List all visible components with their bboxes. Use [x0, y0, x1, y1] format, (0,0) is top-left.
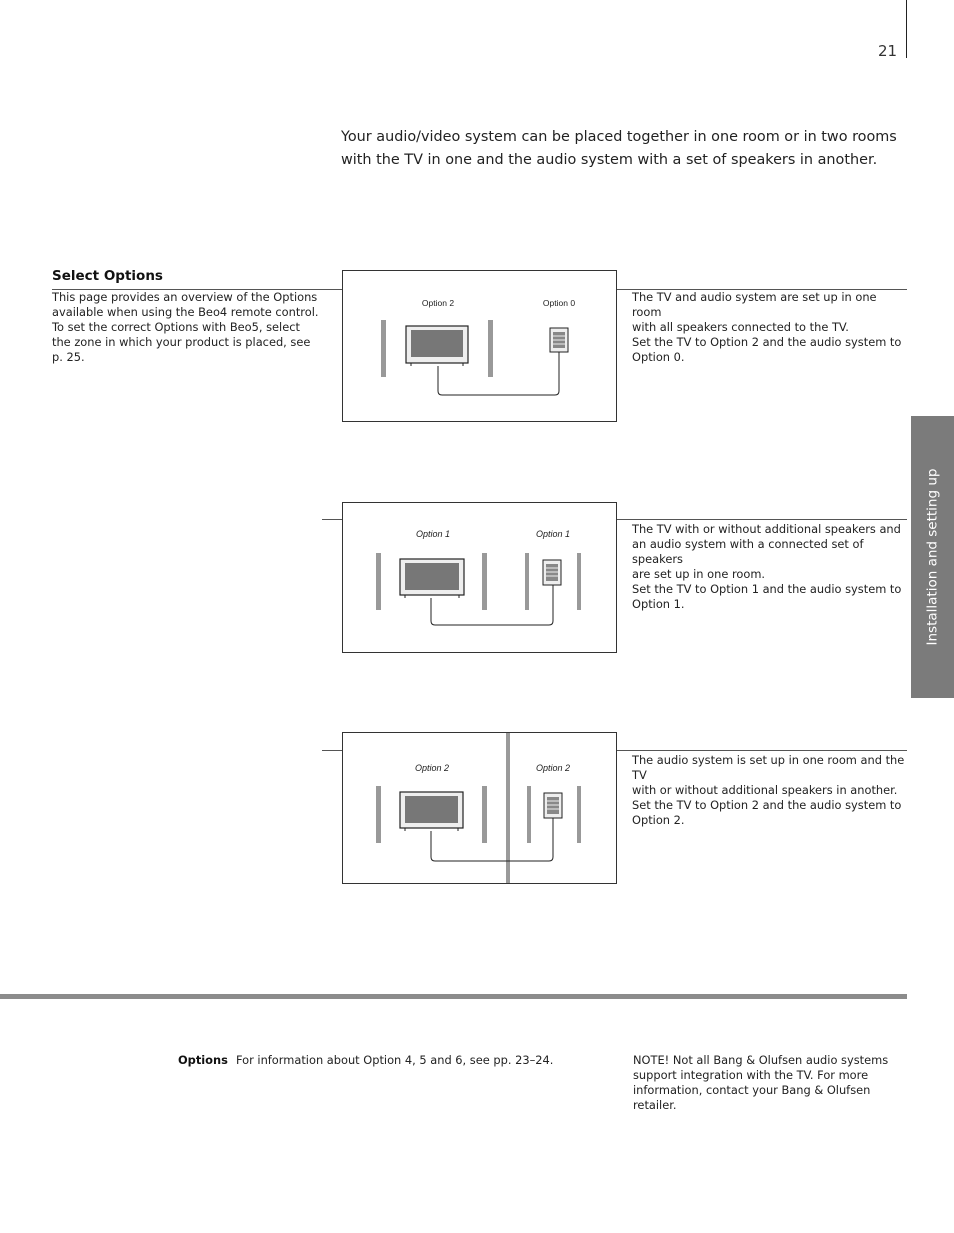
diagram-two-rooms	[342, 732, 617, 884]
intro-paragraph: Your audio/video system can be placed together in one room or in two rooms with the TV in one and the audio system with a set of speakers in another.	[341, 129, 897, 168]
speaker-icon	[482, 553, 487, 610]
options-text: For information about Option 4, 5 and 6, see pp. 23–24.	[236, 1053, 554, 1067]
chapter-side-tab-label: Installation and setting up	[924, 468, 941, 646]
description-line: Option 1.	[632, 597, 685, 611]
rule-3-left	[322, 750, 342, 751]
speaker-icon	[525, 553, 529, 610]
options-label: Options	[178, 1053, 228, 1067]
audio-system-icon	[544, 793, 562, 818]
tv-option-label: Option 1	[415, 529, 451, 539]
description-line: The TV and audio system are set up in one room	[632, 290, 877, 319]
tv-icon	[400, 792, 463, 831]
page-edge-rule	[906, 0, 907, 58]
speaker-icon	[577, 786, 581, 843]
description-line: are set up in one room.	[632, 567, 766, 581]
tv-option-label: Option 2	[414, 763, 450, 773]
description-line: The TV with or without additional speakers and	[632, 522, 901, 536]
description-line: Set the TV to Option 2 and the audio system to	[632, 798, 902, 812]
tv-icon	[406, 326, 468, 366]
diagram-one-room-separate-speakers	[342, 502, 617, 653]
speaker-icon	[376, 553, 381, 610]
tv-option-label: Option 2	[421, 298, 455, 308]
audio-option-label: Option 2	[535, 763, 571, 773]
diagram-one-room-all-speakers	[342, 270, 617, 422]
audio-system-icon	[550, 328, 568, 352]
speaker-icon	[527, 786, 531, 843]
speaker-icon	[381, 320, 386, 377]
description-line: Option 0.	[632, 350, 685, 364]
rule-3-right	[617, 750, 907, 751]
page-number: 21	[878, 42, 898, 60]
speaker-icon	[488, 320, 493, 377]
rule-2-right	[617, 519, 907, 520]
section-rule-left	[52, 289, 342, 290]
audio-option-label: Option 1	[535, 529, 571, 539]
speaker-icon	[577, 553, 581, 610]
diagram-3-description	[632, 753, 908, 828]
description-line: with or without additional speakers in another.	[632, 783, 898, 797]
description-line: Set the TV to Option 1 and the audio system to	[632, 582, 902, 596]
description-line: Option 2.	[632, 813, 685, 827]
speaker-icon	[376, 786, 381, 843]
diagram-1-description	[632, 290, 908, 365]
rule-2-left	[322, 519, 342, 520]
speaker-icon	[482, 786, 487, 843]
audio-option-label: Option 0	[542, 298, 576, 308]
description-line: The audio system is set up in one room and the TV	[632, 753, 905, 782]
description-line: an audio system with a connected set of speakers	[632, 537, 864, 566]
audio-system-icon	[543, 560, 561, 585]
chapter-side-tab	[911, 416, 954, 698]
note-text: NOTE! Not all Bang & Olufsen audio systems support integration with the TV. For more information, contact your Bang & Olufsen retailer.	[633, 1053, 889, 1112]
diagram-2-description	[632, 522, 908, 612]
description-line: Set the TV to Option 2 and the audio system to	[632, 335, 902, 349]
tv-icon	[400, 559, 464, 598]
footer-divider	[0, 994, 907, 999]
description-line: with all speakers connected to the TV.	[632, 320, 849, 334]
section-body: This page provides an overview of the Options available when using the Beo4 remote control. To set the correct Options with Beo5, select the zone in which your product is placed, see p. 25.	[52, 290, 319, 364]
section-title: Select Options	[52, 268, 163, 284]
